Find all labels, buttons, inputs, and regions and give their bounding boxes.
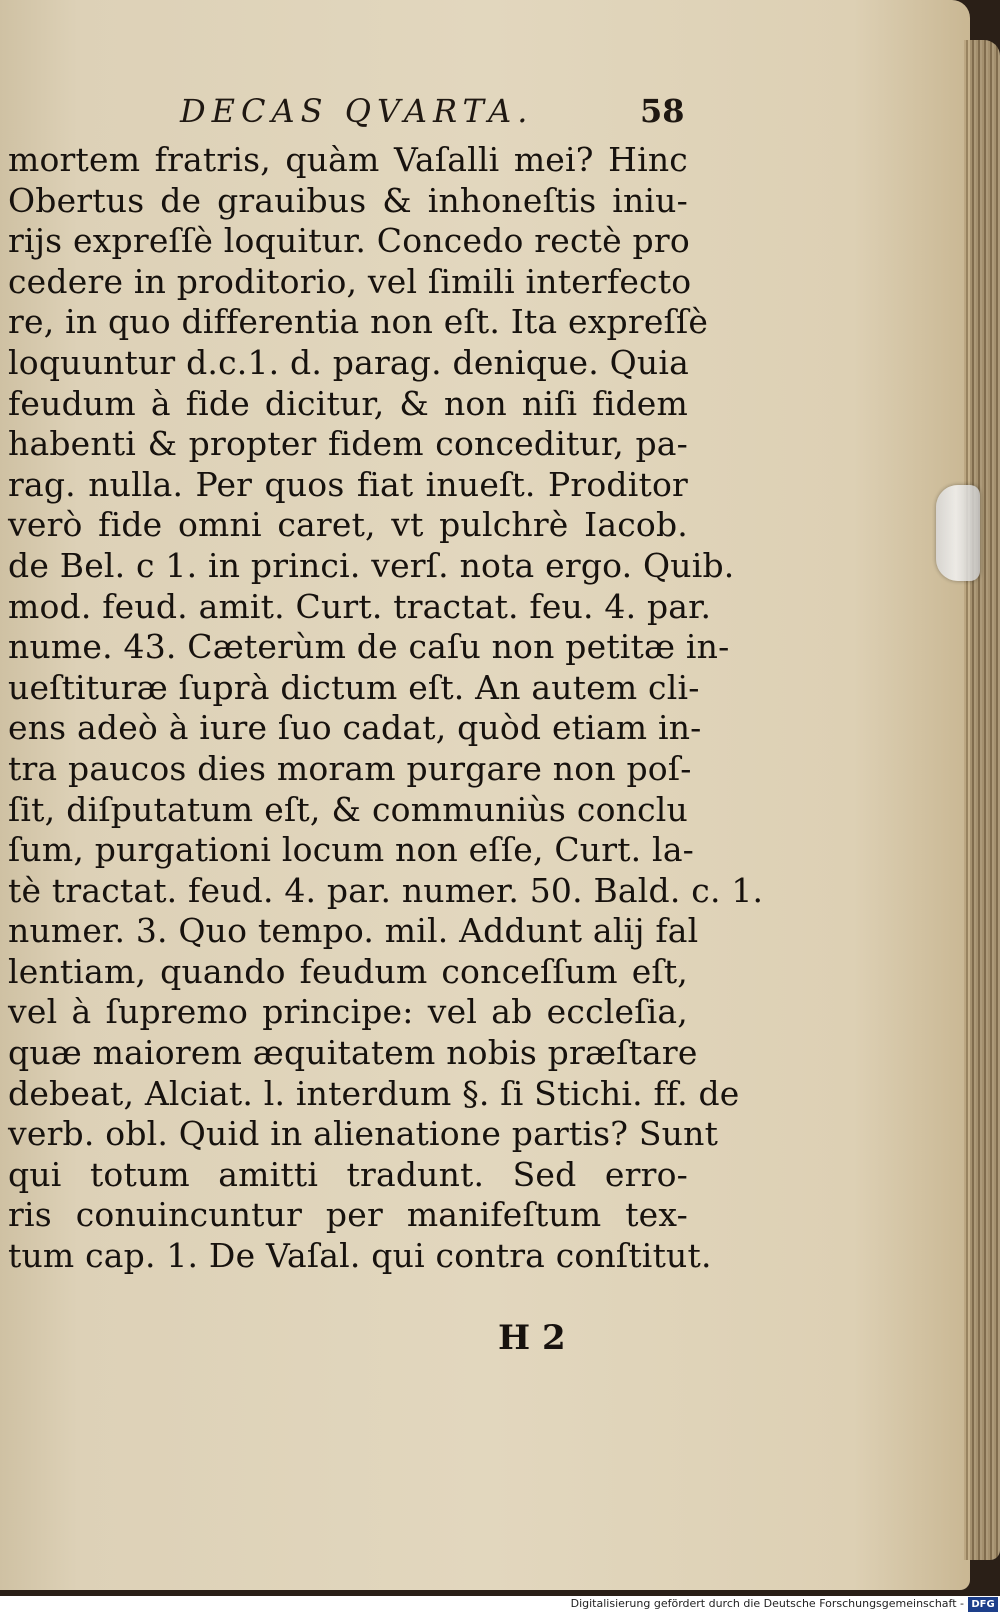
text-line: numer. 3. Quo tempo. mil. Addunt alij fal [8,911,699,951]
text-line: feudum à fide dicitur, & non niſi fidem [8,383,688,423]
text-line: cedere in proditorio, vel ſimili interfecto [8,261,692,301]
text-line: de Bel. c 1. in princi. verſ. nota ergo. Quib. [8,545,735,585]
digitization-footer [0,1596,1000,1614]
funding-credit: Digitalisierung gefördert durch die Deutsche Forschungsgemeinschaft - [570,1597,964,1610]
text-line: verb. obl. Quid in alienatione partis? Sunt [8,1114,719,1154]
page-edges [964,40,1000,1560]
running-title: DECAS QVARTA. [180,92,534,130]
page-header [40,92,685,142]
dfg-logo: DFG [968,1597,998,1612]
text-line: nume. 43. Cæterùm de caſu non petitæ in- [8,627,730,667]
body-text [8,140,764,1277]
text-line: re, in quo differentia non eſt. Ita expreſſè [8,302,709,342]
text-line: rijs expreſſè loquitur. Concedo rectè pro [8,221,690,261]
text-line: ens adeò à iure ſuo cadat, quòd etiam in- [8,708,702,748]
text-line: qui totum amitti tradunt. Sed erro- [8,1154,688,1194]
folio-number: 58 [640,92,685,130]
text-line: vel à ſupremo principe: vel ab eccleſia, [8,992,688,1032]
text-line: verò fide omni caret, vt pulchrè Iacob. [8,505,688,545]
text-line: ſit, diſputatum eſt, & communiùs conclu [8,789,688,829]
text-line: Obertus de grauibus & inhoneſtis iniu- [8,180,688,220]
text-line: mod. feud. amit. Curt. tractat. feu. 4. par. [8,586,712,626]
text-line: tum cap. 1. De Vaſal. qui contra conſtitut. [8,1236,712,1276]
text-line: ris conuincuntur per manifeſtum tex- [8,1195,688,1235]
text-line: rag. nulla. Per quos fiat inueſt. Proditor [8,464,688,504]
text-line: tè tractat. feud. 4. par. numer. 50. Bald. c. 1. [8,870,764,910]
text-line: ſum, purgationi locum non eſſe, Curt. la- [8,830,695,870]
text-line: quæ maiorem æquitatem nobis præſtare [8,1033,698,1073]
text-line: habenti & propter fidem conceditur, pa- [8,424,688,464]
text-line: lentiam, quando feudum conceſſum eſt, [8,951,688,991]
text-line: loquuntur d.c.1. d. parag. denique. Quia [8,342,689,382]
text-line: tra paucos dies moram purgare non poſ- [8,748,692,788]
text-line: ueſtituræ ſuprà dictum eſt. An autem cli- [8,667,700,707]
text-line: debeat, Alciat. l. interdum §. ſi Stichi. ff. de [8,1073,740,1113]
page-clip [936,485,980,581]
text-line: mortem fratris, quàm Vaſalli mei? Hinc [8,140,688,179]
signature-mark: H 2 [498,1318,566,1358]
